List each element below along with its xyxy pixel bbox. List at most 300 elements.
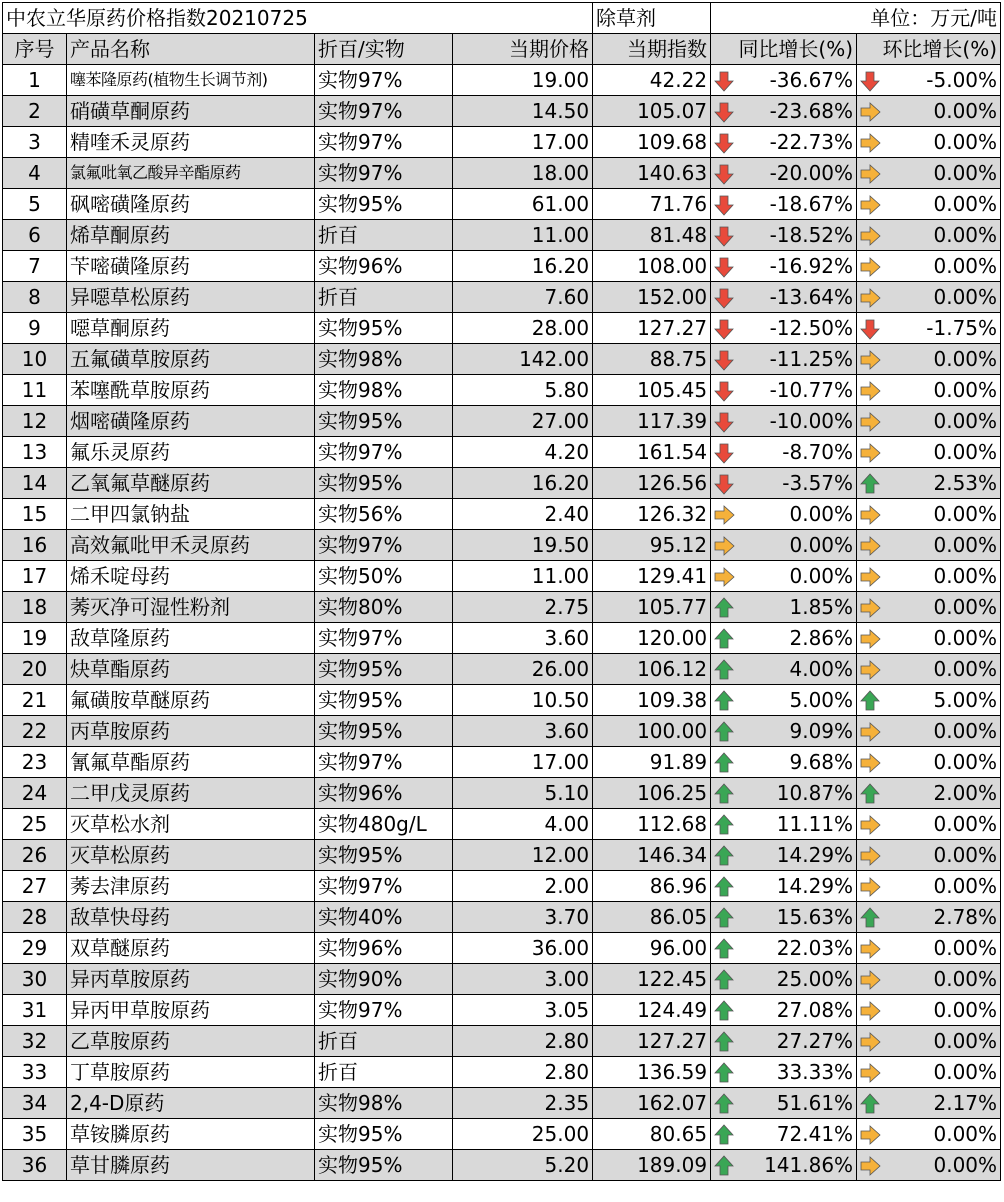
mom-change bbox=[857, 437, 1001, 468]
yoy-change bbox=[711, 127, 857, 158]
product-spec: 实物80% bbox=[315, 592, 453, 623]
yoy-change bbox=[711, 561, 857, 592]
current-price: 11.00 bbox=[453, 220, 593, 251]
row-no: 8 bbox=[3, 282, 67, 313]
current-price: 25.00 bbox=[453, 1119, 593, 1150]
current-price: 16.20 bbox=[453, 251, 593, 282]
table-row bbox=[3, 499, 1001, 530]
arrow-up-icon bbox=[713, 876, 735, 898]
current-index: 80.65 bbox=[593, 1119, 711, 1150]
arrow-flat-icon bbox=[859, 659, 881, 681]
arrow-down-icon bbox=[713, 411, 735, 433]
yoy-value: -10.77% bbox=[769, 378, 854, 402]
row-no: 15 bbox=[3, 499, 67, 530]
mom-value: 0.00% bbox=[933, 223, 998, 247]
table-row bbox=[3, 685, 1001, 716]
arrow-up-icon bbox=[713, 752, 735, 774]
mom-value: 2.00% bbox=[933, 781, 998, 805]
arrow-down-icon bbox=[713, 442, 735, 464]
yoy-change bbox=[711, 158, 857, 189]
arrow-down-icon bbox=[713, 380, 735, 402]
product-spec: 实物97% bbox=[315, 530, 453, 561]
arrow-flat-icon bbox=[859, 938, 881, 960]
yoy-value: -22.73% bbox=[769, 130, 854, 154]
yoy-value: -20.00% bbox=[769, 161, 854, 185]
arrow-up-icon bbox=[713, 907, 735, 929]
table-row bbox=[3, 1150, 1001, 1181]
current-price: 17.00 bbox=[453, 127, 593, 158]
product-spec: 实物96% bbox=[315, 933, 453, 964]
current-index: 120.00 bbox=[593, 623, 711, 654]
product-spec: 实物56% bbox=[315, 499, 453, 530]
mom-change bbox=[857, 189, 1001, 220]
product-name: 氯氟吡氧乙酸异辛酯原药 bbox=[67, 158, 315, 189]
mom-change bbox=[857, 964, 1001, 995]
current-index: 136.59 bbox=[593, 1057, 711, 1088]
product-name: 敌草快母药 bbox=[67, 902, 315, 933]
current-price: 17.00 bbox=[453, 747, 593, 778]
row-no: 31 bbox=[3, 995, 67, 1026]
product-spec: 实物50% bbox=[315, 561, 453, 592]
table-row bbox=[3, 282, 1001, 313]
table-row bbox=[3, 313, 1001, 344]
arrow-flat-icon bbox=[859, 752, 881, 774]
row-no: 36 bbox=[3, 1150, 67, 1181]
mom-change bbox=[857, 530, 1001, 561]
mom-change bbox=[857, 716, 1001, 747]
arrow-up-icon bbox=[713, 690, 735, 712]
yoy-change bbox=[711, 840, 857, 871]
current-index: 161.54 bbox=[593, 437, 711, 468]
row-no: 23 bbox=[3, 747, 67, 778]
product-spec: 实物98% bbox=[315, 1088, 453, 1119]
yoy-value: -13.64% bbox=[769, 285, 854, 309]
row-no: 30 bbox=[3, 964, 67, 995]
mom-value: 5.00% bbox=[933, 688, 998, 712]
product-spec: 实物98% bbox=[315, 375, 453, 406]
current-index: 126.56 bbox=[593, 468, 711, 499]
mom-value: -5.00% bbox=[926, 68, 998, 92]
yoy-change bbox=[711, 282, 857, 313]
current-price: 5.10 bbox=[453, 778, 593, 809]
arrow-flat-icon bbox=[859, 1000, 881, 1022]
current-price: 11.00 bbox=[453, 561, 593, 592]
yoy-value: 2.86% bbox=[789, 626, 854, 650]
product-name: 高效氟吡甲禾灵原药 bbox=[67, 530, 315, 561]
arrow-up-icon bbox=[859, 690, 881, 712]
yoy-value: -18.67% bbox=[769, 192, 854, 216]
yoy-value: -11.25% bbox=[769, 347, 854, 371]
mom-value: 0.00% bbox=[933, 533, 998, 557]
arrow-down-icon bbox=[713, 225, 735, 247]
current-index: 106.25 bbox=[593, 778, 711, 809]
table-row bbox=[3, 65, 1001, 96]
mom-change bbox=[857, 1088, 1001, 1119]
mom-change bbox=[857, 995, 1001, 1026]
mom-value: 0.00% bbox=[933, 285, 998, 309]
mom-change bbox=[857, 747, 1001, 778]
table-row bbox=[3, 158, 1001, 189]
table-row bbox=[3, 406, 1001, 437]
yoy-value: 11.11% bbox=[776, 812, 854, 836]
arrow-flat-icon bbox=[859, 628, 881, 650]
current-price: 2.80 bbox=[453, 1026, 593, 1057]
current-index: 91.89 bbox=[593, 747, 711, 778]
arrow-down-icon bbox=[713, 287, 735, 309]
row-no: 11 bbox=[3, 375, 67, 406]
arrow-down-icon bbox=[713, 70, 735, 92]
yoy-value: -3.57% bbox=[782, 471, 854, 495]
current-price: 3.00 bbox=[453, 964, 593, 995]
mom-change bbox=[857, 685, 1001, 716]
current-index: 127.27 bbox=[593, 1026, 711, 1057]
current-index: 140.63 bbox=[593, 158, 711, 189]
current-index: 42.22 bbox=[593, 65, 711, 96]
product-name: 炔草酯原药 bbox=[67, 654, 315, 685]
mom-change bbox=[857, 65, 1001, 96]
yoy-change bbox=[711, 220, 857, 251]
product-name: 敌草隆原药 bbox=[67, 623, 315, 654]
current-index: 162.07 bbox=[593, 1088, 711, 1119]
product-name: 苄嘧磺隆原药 bbox=[67, 251, 315, 282]
arrow-flat-icon bbox=[859, 287, 881, 309]
arrow-flat-icon bbox=[859, 163, 881, 185]
arrow-down-icon bbox=[713, 473, 735, 495]
yoy-value: 0.00% bbox=[789, 502, 854, 526]
table-row bbox=[3, 127, 1001, 158]
current-index: 86.05 bbox=[593, 902, 711, 933]
yoy-change bbox=[711, 654, 857, 685]
row-no: 22 bbox=[3, 716, 67, 747]
product-spec: 实物95% bbox=[315, 654, 453, 685]
product-spec: 实物98% bbox=[315, 344, 453, 375]
table-row bbox=[3, 716, 1001, 747]
yoy-change bbox=[711, 344, 857, 375]
category-label: 除草剂 bbox=[593, 3, 711, 34]
mom-value: 0.00% bbox=[933, 1122, 998, 1146]
mom-value: 0.00% bbox=[933, 130, 998, 154]
mom-change bbox=[857, 871, 1001, 902]
table-row bbox=[3, 1026, 1001, 1057]
arrow-flat-icon bbox=[859, 194, 881, 216]
header-name: 产品名称 bbox=[67, 34, 315, 65]
yoy-change bbox=[711, 716, 857, 747]
row-no: 19 bbox=[3, 623, 67, 654]
table-row bbox=[3, 1088, 1001, 1119]
product-spec: 折百 bbox=[315, 220, 453, 251]
current-index: 129.41 bbox=[593, 561, 711, 592]
yoy-change bbox=[711, 313, 857, 344]
mom-value: 0.00% bbox=[933, 564, 998, 588]
mom-change bbox=[857, 158, 1001, 189]
row-no: 24 bbox=[3, 778, 67, 809]
yoy-change bbox=[711, 1150, 857, 1181]
product-spec: 实物97% bbox=[315, 747, 453, 778]
mom-value: 0.00% bbox=[933, 595, 998, 619]
arrow-down-icon bbox=[713, 349, 735, 371]
product-name: 莠去津原药 bbox=[67, 871, 315, 902]
yoy-value: -16.92% bbox=[769, 254, 854, 278]
mom-value: 0.00% bbox=[933, 347, 998, 371]
product-name: 异丙草胺原药 bbox=[67, 964, 315, 995]
arrow-flat-icon bbox=[859, 411, 881, 433]
table-row bbox=[3, 1119, 1001, 1150]
row-no: 34 bbox=[3, 1088, 67, 1119]
yoy-change bbox=[711, 964, 857, 995]
table-row bbox=[3, 375, 1001, 406]
yoy-change bbox=[711, 1119, 857, 1150]
mom-value: 2.78% bbox=[933, 905, 998, 929]
arrow-flat-icon bbox=[859, 225, 881, 247]
yoy-value: -8.70% bbox=[782, 440, 854, 464]
product-spec: 实物97% bbox=[315, 437, 453, 468]
unit-label: 单位：万元/吨 bbox=[711, 3, 1001, 34]
mom-change bbox=[857, 499, 1001, 530]
yoy-change bbox=[711, 995, 857, 1026]
arrow-flat-icon bbox=[713, 535, 735, 557]
product-spec: 折百 bbox=[315, 1057, 453, 1088]
mom-value: 0.00% bbox=[933, 657, 998, 681]
mom-value: 0.00% bbox=[933, 1060, 998, 1084]
product-name: 烯禾啶母药 bbox=[67, 561, 315, 592]
current-index: 124.49 bbox=[593, 995, 711, 1026]
table-row bbox=[3, 1057, 1001, 1088]
product-spec: 实物97% bbox=[315, 65, 453, 96]
current-price: 12.00 bbox=[453, 840, 593, 871]
yoy-change bbox=[711, 530, 857, 561]
mom-change bbox=[857, 127, 1001, 158]
header-index: 当期指数 bbox=[593, 34, 711, 65]
current-price: 5.80 bbox=[453, 375, 593, 406]
row-no: 28 bbox=[3, 902, 67, 933]
product-spec: 实物97% bbox=[315, 871, 453, 902]
table-row bbox=[3, 964, 1001, 995]
row-no: 26 bbox=[3, 840, 67, 871]
current-index: 108.00 bbox=[593, 251, 711, 282]
arrow-down-icon bbox=[859, 318, 881, 340]
current-index: 105.77 bbox=[593, 592, 711, 623]
arrow-flat-icon bbox=[859, 566, 881, 588]
table-row bbox=[3, 747, 1001, 778]
product-spec: 实物95% bbox=[315, 716, 453, 747]
arrow-flat-icon bbox=[859, 1062, 881, 1084]
yoy-change bbox=[711, 1088, 857, 1119]
mom-value: 0.00% bbox=[933, 161, 998, 185]
product-spec: 实物97% bbox=[315, 158, 453, 189]
product-name: 噻苯隆原药(植物生长调节剂) bbox=[67, 65, 315, 96]
current-index: 96.00 bbox=[593, 933, 711, 964]
table-row bbox=[3, 189, 1001, 220]
arrow-down-icon bbox=[859, 70, 881, 92]
arrow-down-icon bbox=[713, 318, 735, 340]
mom-value: 0.00% bbox=[933, 254, 998, 278]
row-no: 2 bbox=[3, 96, 67, 127]
arrow-flat-icon bbox=[859, 349, 881, 371]
product-spec: 实物95% bbox=[315, 1150, 453, 1181]
yoy-value: 25.00% bbox=[776, 967, 854, 991]
current-price: 26.00 bbox=[453, 654, 593, 685]
yoy-value: 27.27% bbox=[776, 1029, 854, 1053]
arrow-up-icon bbox=[713, 1124, 735, 1146]
arrow-down-icon bbox=[713, 101, 735, 123]
header-row bbox=[3, 34, 1001, 65]
current-index: 127.27 bbox=[593, 313, 711, 344]
current-price: 19.50 bbox=[453, 530, 593, 561]
product-spec: 折百 bbox=[315, 1026, 453, 1057]
row-no: 29 bbox=[3, 933, 67, 964]
current-price: 2.40 bbox=[453, 499, 593, 530]
mom-value: 0.00% bbox=[933, 99, 998, 123]
yoy-value: -23.68% bbox=[769, 99, 854, 123]
product-name: 异噁草松原药 bbox=[67, 282, 315, 313]
table-row bbox=[3, 778, 1001, 809]
mom-value: 0.00% bbox=[933, 874, 998, 898]
yoy-change bbox=[711, 809, 857, 840]
row-no: 6 bbox=[3, 220, 67, 251]
mom-change bbox=[857, 809, 1001, 840]
current-price: 16.20 bbox=[453, 468, 593, 499]
row-no: 17 bbox=[3, 561, 67, 592]
arrow-flat-icon bbox=[859, 442, 881, 464]
product-name: 莠灭净可湿性粉剂 bbox=[67, 592, 315, 623]
table-row bbox=[3, 561, 1001, 592]
mom-change bbox=[857, 902, 1001, 933]
mom-change bbox=[857, 375, 1001, 406]
product-spec: 实物480g/L bbox=[315, 809, 453, 840]
current-index: 117.39 bbox=[593, 406, 711, 437]
product-spec: 实物96% bbox=[315, 251, 453, 282]
arrow-up-icon bbox=[713, 1000, 735, 1022]
mom-value: 2.17% bbox=[933, 1091, 998, 1115]
yoy-value: 33.33% bbox=[776, 1060, 854, 1084]
product-name: 烯草酮原药 bbox=[67, 220, 315, 251]
current-index: 81.48 bbox=[593, 220, 711, 251]
current-index: 189.09 bbox=[593, 1150, 711, 1181]
product-name: 2,4-D原药 bbox=[67, 1088, 315, 1119]
product-name: 异丙甲草胺原药 bbox=[67, 995, 315, 1026]
mom-change bbox=[857, 592, 1001, 623]
mom-value: 0.00% bbox=[933, 409, 998, 433]
table-row bbox=[3, 251, 1001, 282]
row-no: 33 bbox=[3, 1057, 67, 1088]
arrow-down-icon bbox=[713, 256, 735, 278]
mom-change bbox=[857, 313, 1001, 344]
arrow-up-icon bbox=[713, 1031, 735, 1053]
table-row bbox=[3, 220, 1001, 251]
arrow-flat-icon bbox=[859, 845, 881, 867]
mom-change bbox=[857, 1150, 1001, 1181]
yoy-change bbox=[711, 902, 857, 933]
current-index: 146.34 bbox=[593, 840, 711, 871]
current-index: 109.38 bbox=[593, 685, 711, 716]
table-row bbox=[3, 654, 1001, 685]
current-index: 88.75 bbox=[593, 344, 711, 375]
row-no: 25 bbox=[3, 809, 67, 840]
yoy-value: 1.85% bbox=[789, 595, 854, 619]
mom-change bbox=[857, 251, 1001, 282]
yoy-value: 27.08% bbox=[776, 998, 854, 1022]
yoy-value: 5.00% bbox=[789, 688, 854, 712]
product-spec: 实物97% bbox=[315, 995, 453, 1026]
table-row bbox=[3, 871, 1001, 902]
yoy-change bbox=[711, 1026, 857, 1057]
row-no: 27 bbox=[3, 871, 67, 902]
yoy-change bbox=[711, 251, 857, 282]
row-no: 32 bbox=[3, 1026, 67, 1057]
header-spec: 折百/实物 bbox=[315, 34, 453, 65]
table-row bbox=[3, 840, 1001, 871]
yoy-change bbox=[711, 65, 857, 96]
row-no: 9 bbox=[3, 313, 67, 344]
product-name: 五氟磺草胺原药 bbox=[67, 344, 315, 375]
mom-change bbox=[857, 96, 1001, 127]
current-price: 28.00 bbox=[453, 313, 593, 344]
arrow-flat-icon bbox=[859, 256, 881, 278]
current-price: 36.00 bbox=[453, 933, 593, 964]
current-index: 105.45 bbox=[593, 375, 711, 406]
mom-value: 0.00% bbox=[933, 626, 998, 650]
yoy-change bbox=[711, 1057, 857, 1088]
product-name: 丁草胺原药 bbox=[67, 1057, 315, 1088]
yoy-change bbox=[711, 778, 857, 809]
yoy-value: 22.03% bbox=[776, 936, 854, 960]
current-price: 2.00 bbox=[453, 871, 593, 902]
title-row bbox=[3, 3, 1001, 34]
current-index: 71.76 bbox=[593, 189, 711, 220]
product-name: 草铵膦原药 bbox=[67, 1119, 315, 1150]
product-name: 氰氟草酯原药 bbox=[67, 747, 315, 778]
table-row bbox=[3, 809, 1001, 840]
yoy-value: 15.63% bbox=[776, 905, 854, 929]
table-row bbox=[3, 902, 1001, 933]
arrow-flat-icon bbox=[859, 814, 881, 836]
row-no: 16 bbox=[3, 530, 67, 561]
table-row bbox=[3, 592, 1001, 623]
row-no: 5 bbox=[3, 189, 67, 220]
table-row bbox=[3, 623, 1001, 654]
current-index: 100.00 bbox=[593, 716, 711, 747]
yoy-change bbox=[711, 871, 857, 902]
current-index: 152.00 bbox=[593, 282, 711, 313]
row-no: 10 bbox=[3, 344, 67, 375]
row-no: 7 bbox=[3, 251, 67, 282]
mom-change bbox=[857, 468, 1001, 499]
row-no: 1 bbox=[3, 65, 67, 96]
product-name: 双草醚原药 bbox=[67, 933, 315, 964]
yoy-value: -12.50% bbox=[769, 316, 854, 340]
arrow-flat-icon bbox=[859, 504, 881, 526]
product-name: 烟嘧磺隆原药 bbox=[67, 406, 315, 437]
arrow-up-icon bbox=[713, 721, 735, 743]
mom-value: 2.53% bbox=[933, 471, 998, 495]
product-spec: 实物90% bbox=[315, 964, 453, 995]
row-no: 21 bbox=[3, 685, 67, 716]
product-spec: 实物40% bbox=[315, 902, 453, 933]
current-index: 122.45 bbox=[593, 964, 711, 995]
mom-change bbox=[857, 623, 1001, 654]
arrow-up-icon bbox=[859, 907, 881, 929]
yoy-change bbox=[711, 406, 857, 437]
current-price: 18.00 bbox=[453, 158, 593, 189]
product-name: 噁草酮原药 bbox=[67, 313, 315, 344]
row-no: 3 bbox=[3, 127, 67, 158]
arrow-up-icon bbox=[713, 845, 735, 867]
arrow-down-icon bbox=[713, 132, 735, 154]
arrow-flat-icon bbox=[859, 535, 881, 557]
yoy-change bbox=[711, 499, 857, 530]
mom-value: 0.00% bbox=[933, 967, 998, 991]
yoy-change bbox=[711, 375, 857, 406]
